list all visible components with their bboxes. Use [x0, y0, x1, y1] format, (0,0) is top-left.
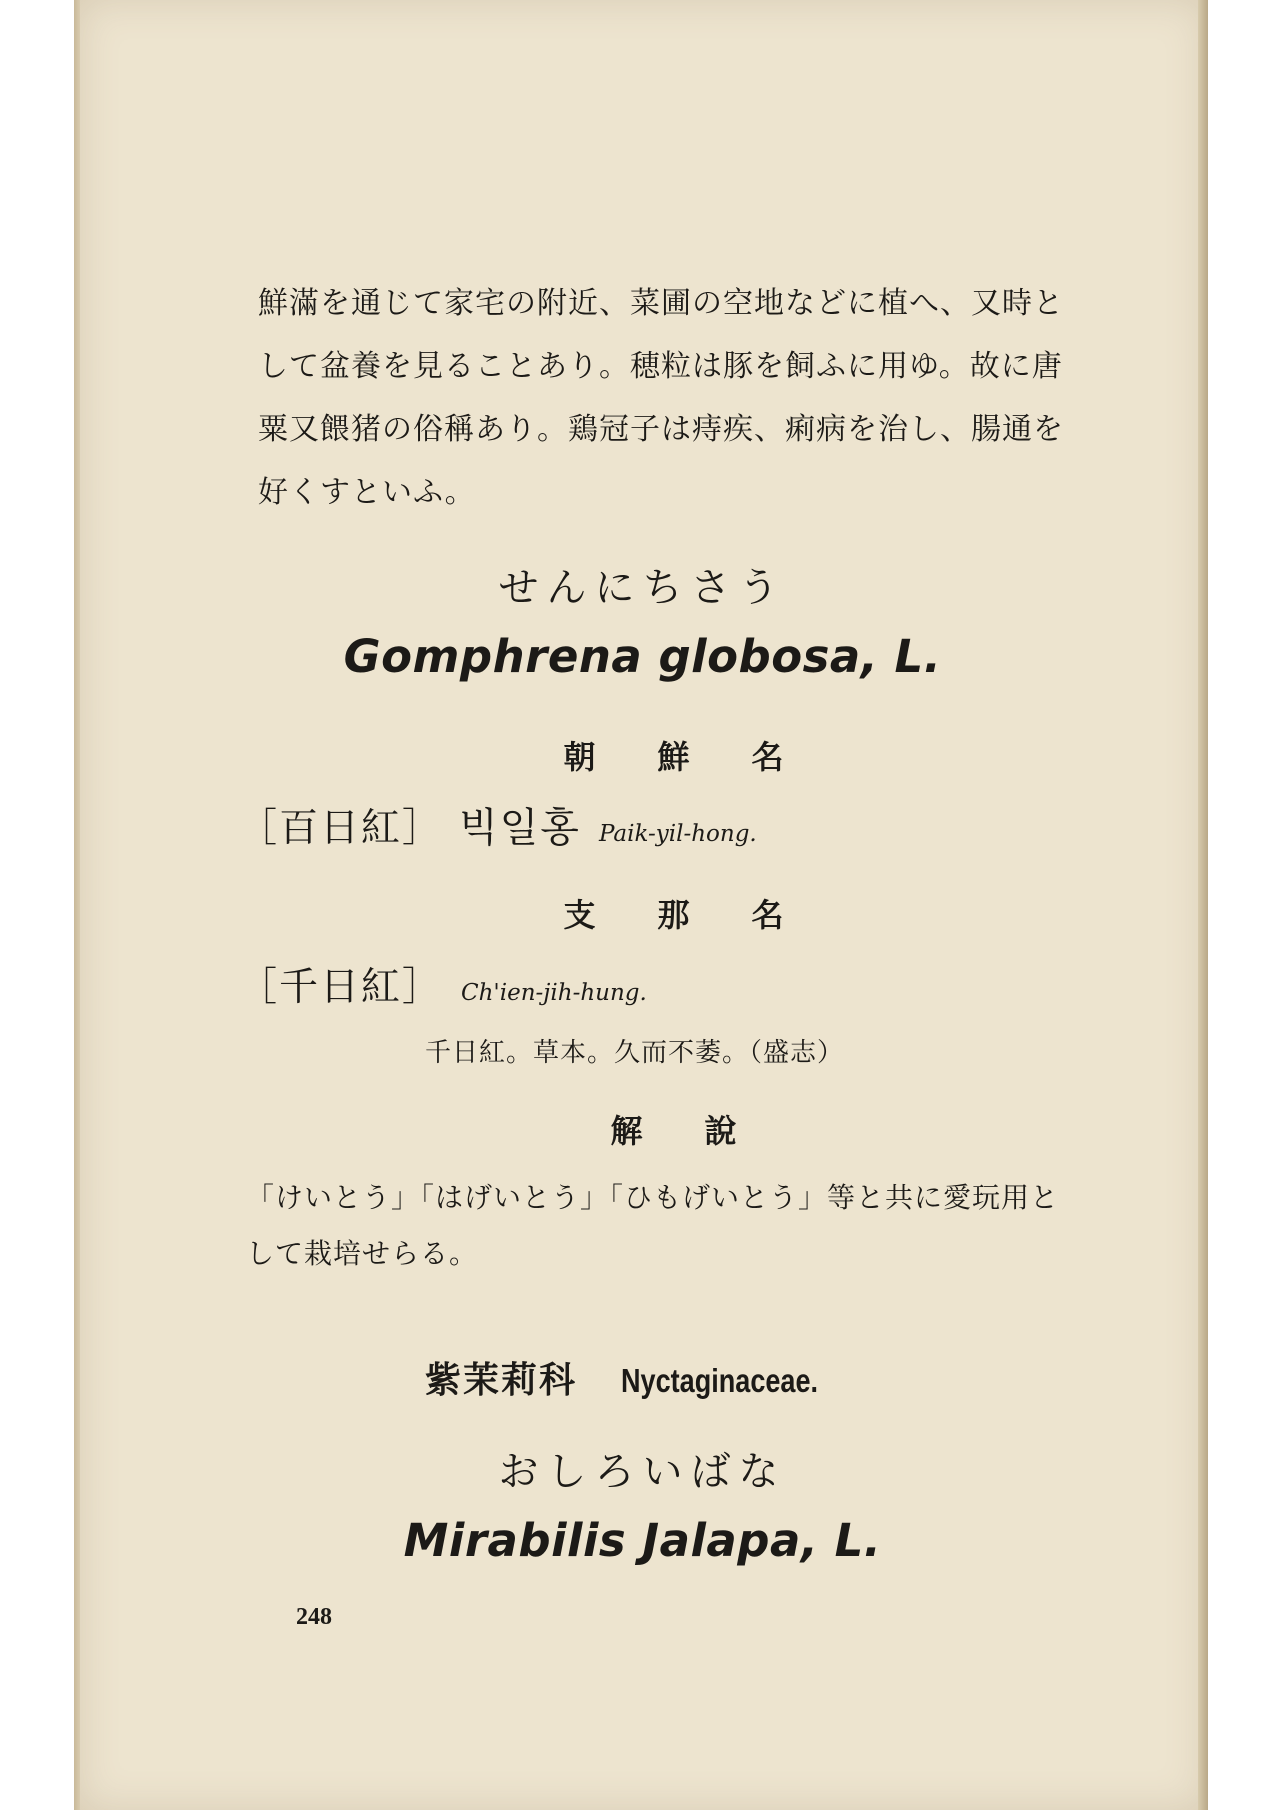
paragraph-top: 鮮滿を通じて家宅の附近、菜圃の空地などに植へ、又時として盆養を見ることあり。穂粒は豚を飼ふに用ゆ。故に唐粟又餵猪の俗稱あり。鶏冠子は痔疾、痢病を治し、腸通を好くすといふ。 [258, 286, 1064, 510]
family-latin: Nyctaginaceae. [621, 1362, 819, 1399]
chinese-name-heading: 支那名 [563, 896, 846, 934]
explanation-heading: 解說 [610, 1112, 799, 1150]
chinese-kanji: ［千日紅］ [238, 965, 444, 1010]
species1-japanese-name: せんにちさう [498, 565, 787, 611]
chinese-source-quote: 千日紅。草本。久而不萎。（盛志） [425, 1038, 845, 1068]
family-heading [425, 1352, 861, 1403]
species2-latin-name: Mirabilis Jalapa, L. [403, 1514, 882, 1567]
family-kanji: 紫茉莉科 [425, 1360, 578, 1401]
korean-kanji: ［百日紅］ [238, 806, 444, 851]
chinese-romanization: Ch'ien-jih-hung. [461, 980, 647, 1006]
species2-japanese-name: おしろいばな [498, 1449, 787, 1495]
korean-romanization: Paik-yil-hong. [598, 821, 757, 847]
chinese-name-entry [238, 956, 647, 1012]
species1-latin-name: Gomphrena globosa, L. [343, 630, 942, 683]
korean-name-heading: 朝鮮名 [563, 738, 846, 776]
explanation-text: 「けいとう」「はげいとう」「ひもげいとう」等と共に愛玩用として栽培せらる。 [246, 1181, 1060, 1270]
page-number: 248 [296, 1604, 332, 1630]
korean-hangul: 빅일홍 [459, 805, 581, 851]
korean-name-entry [238, 796, 757, 853]
